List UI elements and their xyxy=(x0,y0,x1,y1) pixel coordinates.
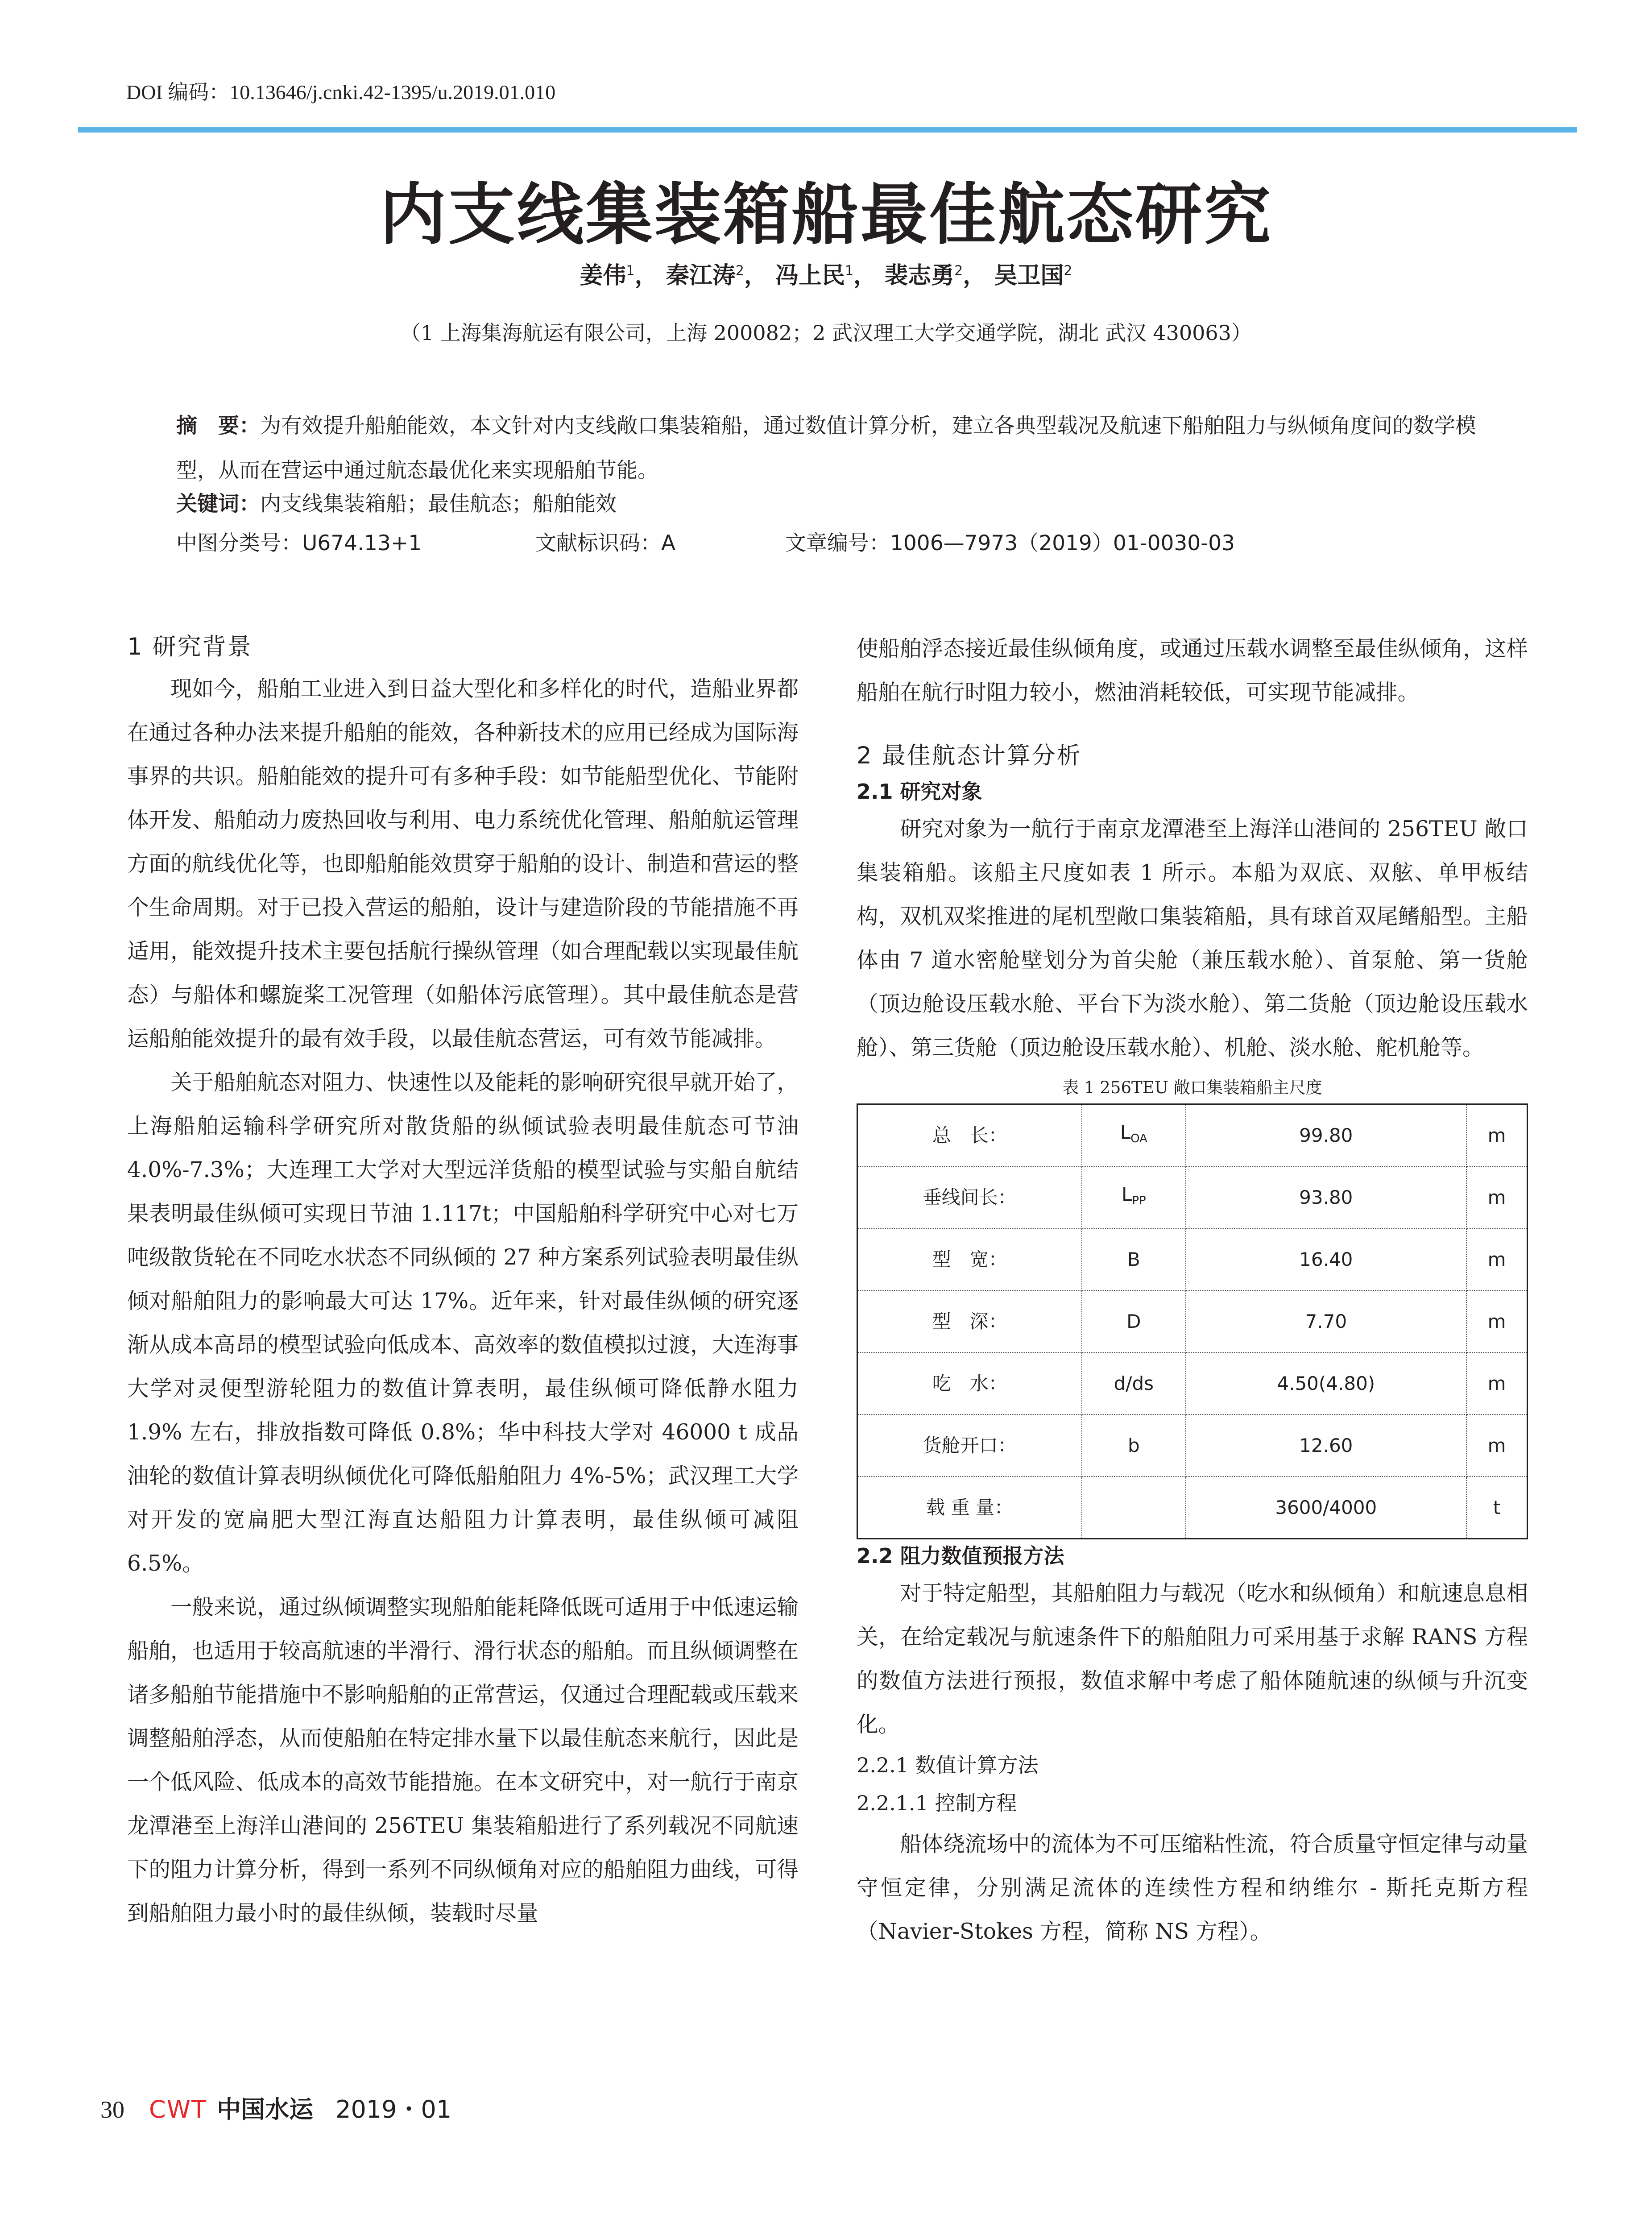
author-affil-mark: 1 xyxy=(626,263,635,279)
table-cell: 3600/4000 xyxy=(1186,1476,1467,1538)
page-number: 30 xyxy=(100,2096,124,2123)
subsubsection-heading: 2.2.1.1 控制方程 xyxy=(857,1791,1017,1815)
table-cell: 93.80 xyxy=(1186,1166,1467,1228)
table-cell: 垂线间长： xyxy=(858,1166,1082,1228)
symbol-subscript: PP xyxy=(1132,1194,1146,1207)
body-paragraph: 使船舶浮态接近最佳纵倾角度，或通过压载水调整至最佳纵倾角，这样船舶在航行时阻力较小，燃油消耗较低，可实现节能减排。 xyxy=(857,636,1528,705)
table-cell: 载 重 量： xyxy=(858,1476,1082,1538)
body-paragraph: 船体绕流场中的流体为不可压缩粘性流，符合质量守恒定律与动量守恒定律，分别满足流体的连续性方程和纳维尔 - 斯托克斯方程（Navier-Stokes 方程，简称 NS 方程）。 xyxy=(857,1832,1528,1944)
header-rule xyxy=(78,127,1577,133)
table-cell: 16.40 xyxy=(1186,1228,1467,1290)
table-cell: 99.80 xyxy=(1186,1105,1467,1166)
symbol-subscript: OA xyxy=(1130,1132,1147,1145)
table-cell: t xyxy=(1493,1496,1501,1518)
affiliation: （1 上海集海航运有限公司，上海 200082；2 武汉理工大学交通学院，湖北 武汉 430063） xyxy=(400,321,1252,345)
article-number: 文章编号：1006—7973（2019）01-0030-03 xyxy=(785,531,1235,556)
body-paragraph: 研究对象为一航行于南京龙潭港至上海洋山港间的 256TEU 敞口集装箱船。该船主尺度如表 1 所示。本船为双底、双舷、单甲板结构，双机双桨推进的尾机型敞口集装箱船，具有球首双尾鳍船型。主船体由 7 道水密舱壁划分为首尖舱（兼压载水舱）、首泵舱、第一货舱（顶边舱设压载水舱、平台下为淡水舱）、第二货舱（顶边舱设压载水舱）、第三货舱（顶边舱设压载水舱）、机舱、淡水舱、舵机舱等。 xyxy=(857,817,1528,1060)
keywords-label: 关键词： xyxy=(176,492,260,516)
author-affil-mark: 2 xyxy=(1064,263,1072,279)
table-cell: d/ds xyxy=(1082,1352,1185,1414)
dimension-table xyxy=(857,1103,1528,1539)
author-separator: ， xyxy=(744,262,767,289)
table-row xyxy=(858,1105,1527,1166)
issue-number: 2019・01 xyxy=(335,2095,452,2123)
body-paragraph: 关于船舶航态对阻力、快速性以及能耗的影响研究很早就开始了，上海船舶运输科学研究所对散货船的纵倾试验表明最佳航态可节油 4.0%-7.3%；大连理工大学对大型远洋货船的模型试验与实船自航结果表明最佳纵倾可实现日节油 1.117t；中国船舶科学研究中心对七万吨级散货轮在不同吃水状态不同纵倾的 27 种方案系列试验表明最佳纵倾对船舶阻力的影响最大可达 17%。近年来，针对最佳纵倾的研究逐渐从成本高昂的模型试验向低成本、高效率的数值模拟过渡，大连海事大学对灵便型游轮阻力的数值计算表明，最佳纵倾可降低静水阻力 1.9% 左右，排放指数可降低 0.8%；华中科技大学对 46000 t 成品油轮的数值计算表明纵倾优化可降低船舶阻力 4%-5%；武汉理工大学对开发的宽扁肥大型江海直达船阻力计算表明，最佳纵倾可减阻 6.5%。 xyxy=(127,1070,799,1576)
table-cell xyxy=(1082,1166,1185,1228)
subsubsection-heading: 2.2.1 数值计算方法 xyxy=(857,1753,1039,1777)
table-cell xyxy=(1082,1476,1185,1538)
table-cell: m xyxy=(1466,1228,1527,1290)
document-code: 文献标识码：A xyxy=(535,531,676,556)
symbol: L xyxy=(1121,1183,1132,1205)
table-cell: B xyxy=(1082,1228,1185,1290)
symbol: L xyxy=(1120,1121,1131,1143)
body-paragraph: 对于特定船型，其船舶阻力与载况（吃水和纵倾角）和航速息息相关，在给定载况与航速条件下的船舶阻力可采用基于求解 RANS 方程的数值方法进行预报，数值求解中考虑了船体随航速的纵倾与升沉变化。 xyxy=(857,1581,1528,1737)
author-affil-mark: 2 xyxy=(735,263,744,279)
table-cell: m xyxy=(1466,1414,1527,1476)
table-cell: m xyxy=(1466,1105,1527,1166)
clc-number: 中图分类号：U674.13+1 xyxy=(176,531,422,556)
author-separator: ， xyxy=(634,262,658,289)
article-title: 内支线集装箱船最佳航态研究 xyxy=(379,176,1273,254)
table-cell: 4.50(4.80) xyxy=(1186,1352,1467,1414)
author-affil-mark: 1 xyxy=(845,263,854,279)
table-cell: 货舱开口： xyxy=(858,1414,1082,1476)
table-cell: 吃 水： xyxy=(858,1352,1082,1414)
body-paragraph: 现如今，船舶工业进入到日益大型化和多样化的时代，造船业界都在通过各种办法来提升船舶的能效，各种新技术的应用已经成为国际海事界的共识。船舶能效的提升可有多种手段：如节能船型优化、节能附体开发、船舶动力废热回收与利用、电力系统优化管理、船舶航运管理方面的航线优化等，也即船舶能效贯穿于船舶的设计、制造和营运的整个生命周期。对于已投入营运的船舶，设计与建造阶段的节能措施不再适用，能效提升技术主要包括航行操纵管理（如合理配载以实现最佳航态）与船体和螺旋桨工况管理（如船体污底管理）。其中最佳航态是营运船舶能效提升的最有效手段，以最佳航态营运，可有效节能减排。 xyxy=(127,676,799,1051)
author-name: 裴志勇 xyxy=(885,262,955,289)
abstract-label: 摘 要： xyxy=(176,414,260,438)
keywords xyxy=(176,486,1479,522)
table-cell: m xyxy=(1466,1166,1527,1228)
journal-name: 中国水运 xyxy=(217,2095,314,2123)
body-paragraph: 一般来说，通过纵倾调整实现船舶能耗降低既可适用于中低速运输船舶，也适用于较高航速的半滑行、滑行状态的船舶。而且纵倾调整在诸多船舶节能措施中不影响船舶的正常营运，仅通过合理配载或压载来调整船舶浮态，从而使船舶在特定排水量下以最佳航态来航行，因此是一个低风险、低成本的高效节能措施。在本文研究中，对一航行于南京龙潭港至上海洋山港间的 256TEU 集装箱船进行了系列载况不同航速下的阻力计算分析，得到一系列不同纵倾角对应的船舶阻力曲线，可得到船舶阻力最小时的最佳纵倾，装载时尽量 xyxy=(127,1595,799,1926)
subsection-heading: 2.1 研究对象 xyxy=(857,780,982,804)
table-row xyxy=(858,1414,1527,1476)
subsection-heading: 2.2 阻力数值预报方法 xyxy=(857,1544,1064,1568)
author-separator: ， xyxy=(853,262,877,289)
section-heading: 2 最佳航态计算分析 xyxy=(857,742,1082,769)
table-cell: b xyxy=(1082,1414,1185,1476)
author-name: 姜伟 xyxy=(580,262,626,289)
journal-logo: CWT xyxy=(149,2095,207,2123)
abstract-text: 为有效提升船舶能效，本文针对内支线敞口集装箱船，通过数值计算分析，建立各典型载况及航速下船舶阻力与纵倾角度间的数学模型，从而在营运中通过航态最优化来实现船舶节能。 xyxy=(176,414,1476,483)
table-cell: m xyxy=(1466,1290,1527,1352)
table-row xyxy=(858,1476,1527,1538)
author-separator: ， xyxy=(963,262,986,289)
table-cell: 7.70 xyxy=(1186,1290,1467,1352)
right-column xyxy=(857,627,1528,1953)
table-row xyxy=(858,1228,1527,1290)
table-row xyxy=(858,1290,1527,1352)
author-list xyxy=(0,257,1652,290)
author-affil-mark: 2 xyxy=(954,263,963,279)
author-name: 秦江涛 xyxy=(666,262,736,289)
table-cell: 型 深： xyxy=(858,1290,1082,1352)
table-cell xyxy=(1082,1105,1185,1166)
page-footer xyxy=(100,2090,451,2125)
table-row xyxy=(858,1352,1527,1414)
author-name: 吴卫国 xyxy=(994,262,1064,289)
table-cell: m xyxy=(1466,1352,1527,1414)
keywords-text: 内支线集装箱船；最佳航态；船舶能效 xyxy=(260,492,617,516)
doi-line: DOI 编码：10.13646/j.cnki.42-1395/u.2019.01.010 xyxy=(126,81,556,104)
author-name: 冯上民 xyxy=(775,262,845,289)
table-caption: 表 1 256TEU 敞口集装箱船主尺度 xyxy=(1062,1078,1322,1097)
table-cell: 总 长： xyxy=(858,1105,1082,1166)
abstract xyxy=(176,404,1479,493)
section-heading: 1 研究背景 xyxy=(127,633,253,660)
left-column xyxy=(127,627,799,1935)
table-cell: 型 宽： xyxy=(858,1228,1082,1290)
table-row xyxy=(858,1166,1527,1228)
table-cell: D xyxy=(1082,1290,1185,1352)
table-cell: 12.60 xyxy=(1186,1414,1467,1476)
